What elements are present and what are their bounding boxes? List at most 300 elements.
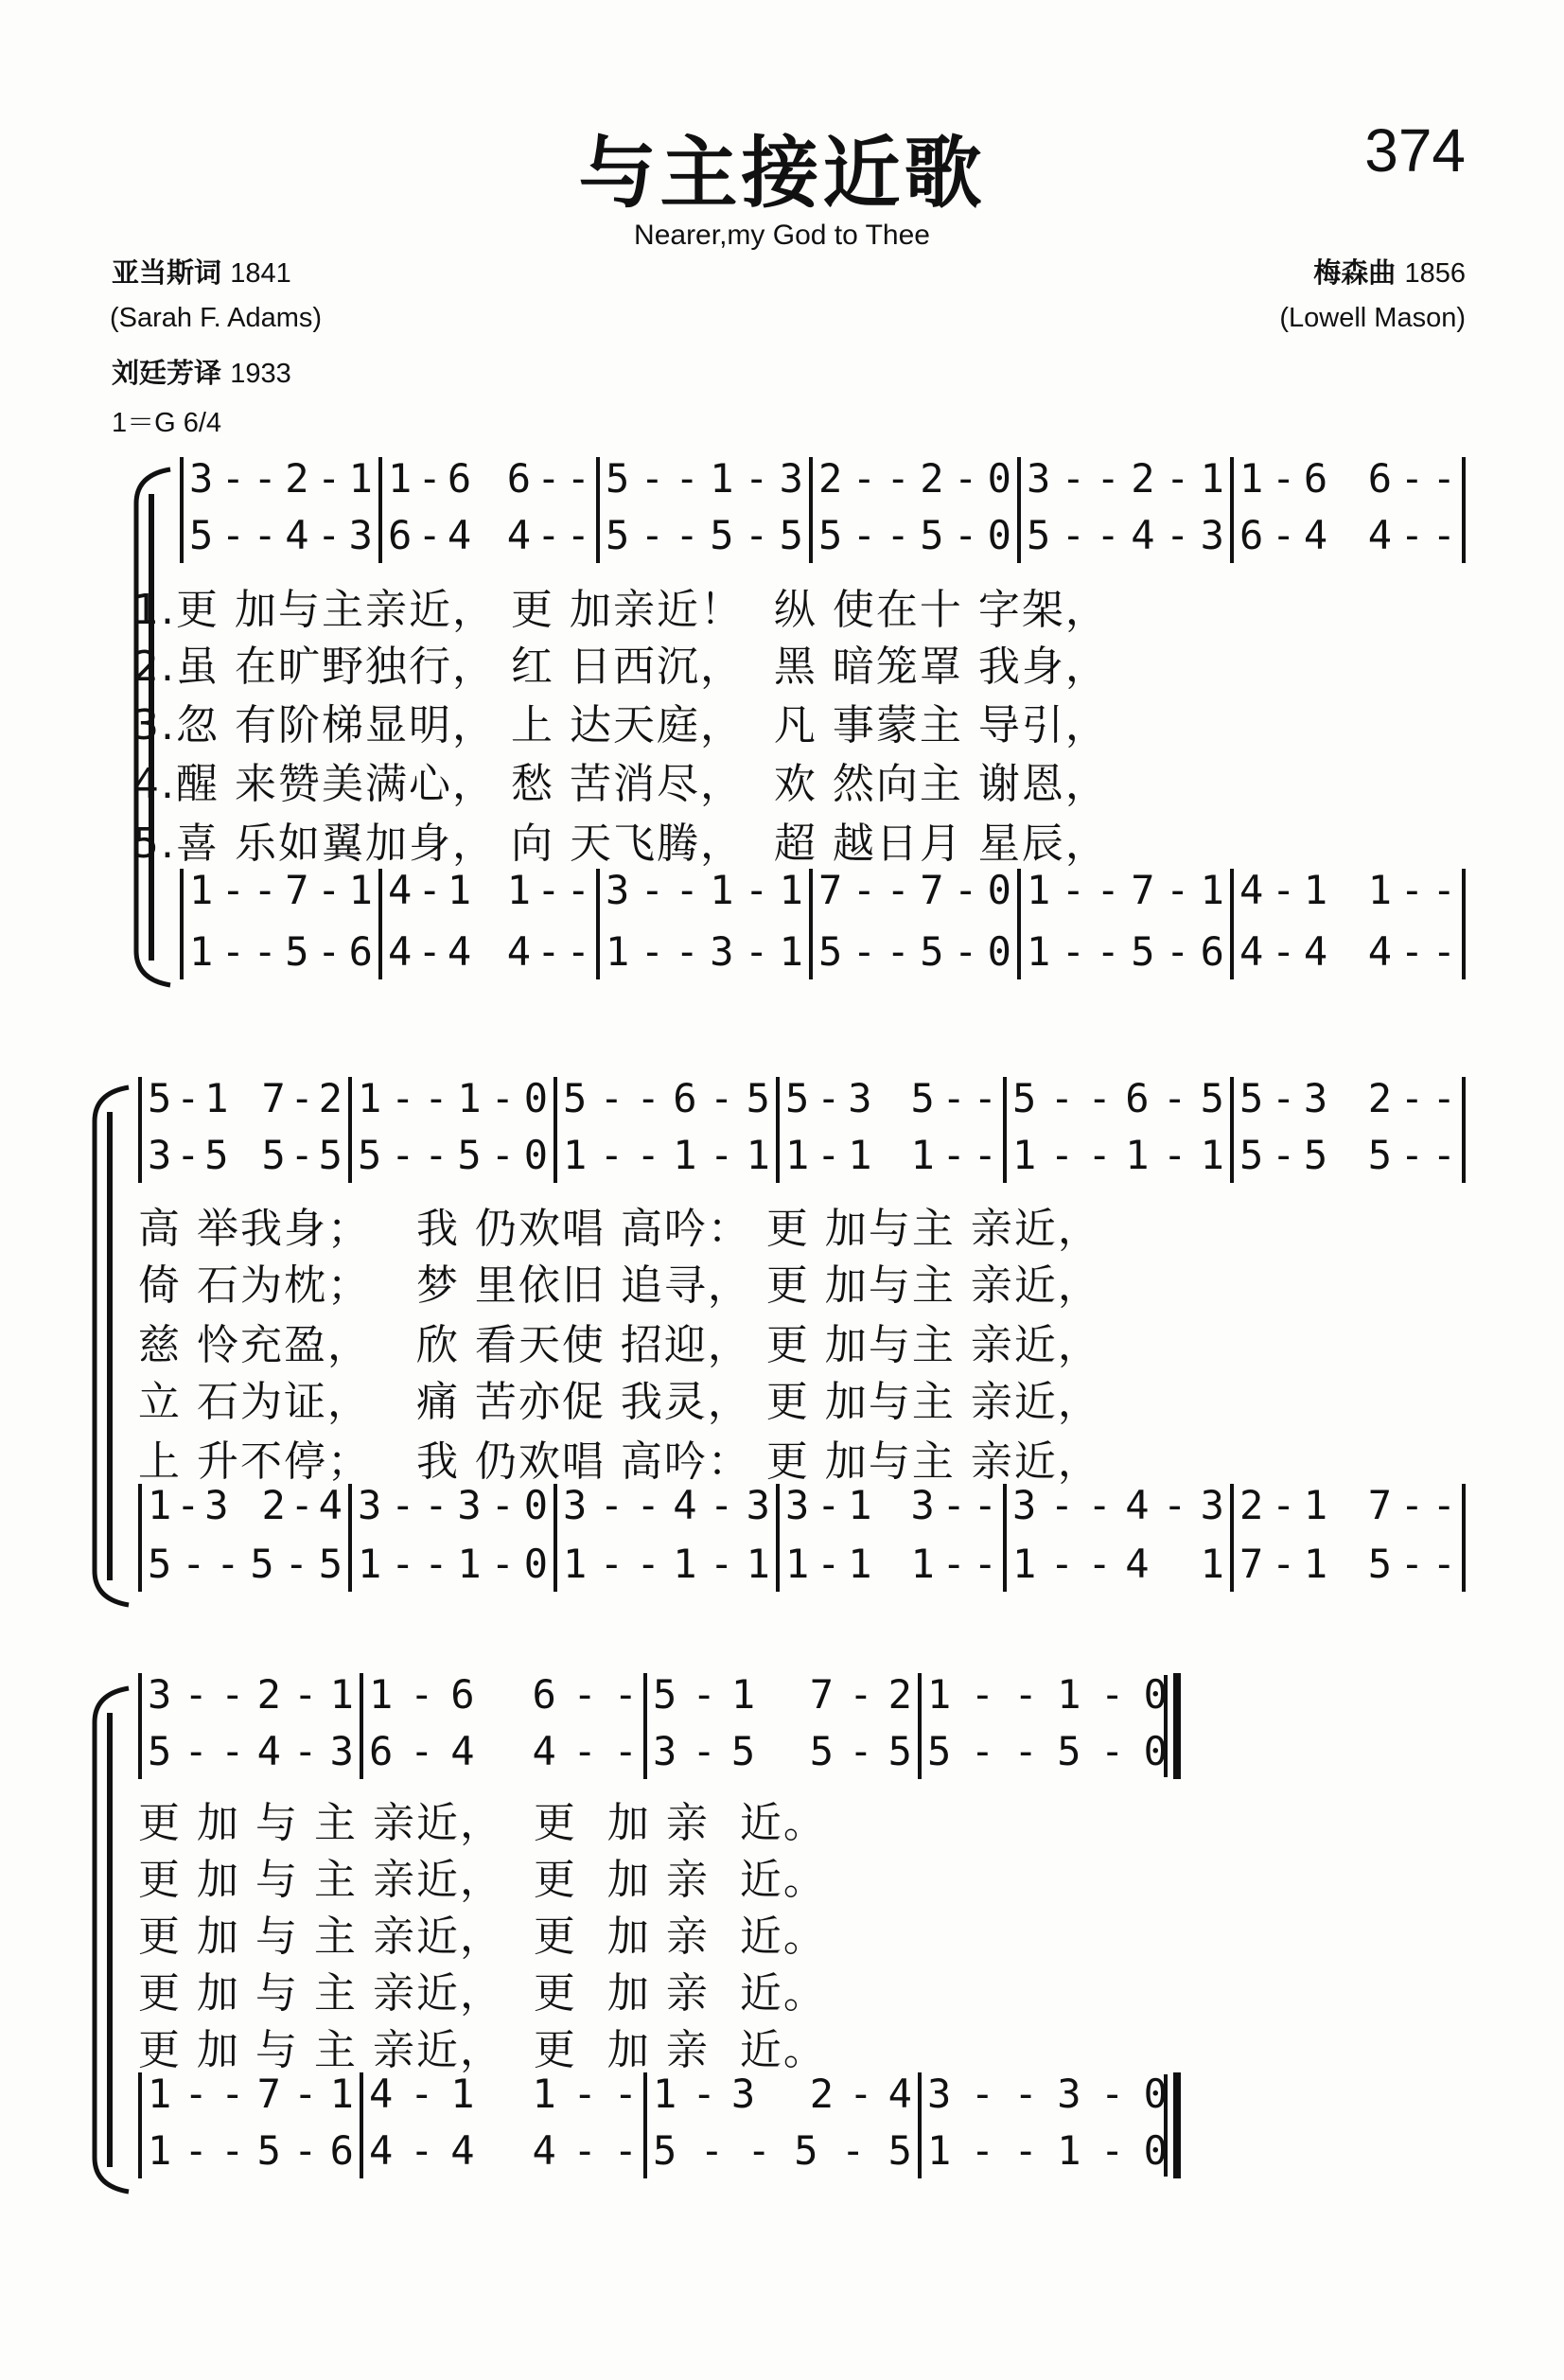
bar-line <box>1230 1484 1234 1592</box>
note-glyph: 3 <box>204 1482 229 1528</box>
note-glyph: 1 <box>563 1541 588 1587</box>
measure-alto <box>369 1728 638 1774</box>
note-glyph: 1 <box>450 2071 475 2117</box>
note-glyph: 1 <box>910 1132 935 1178</box>
note-glyph: 1 <box>848 1482 872 1528</box>
note-glyph: 3 <box>563 1482 588 1528</box>
note-glyph: - <box>640 455 665 502</box>
note-glyph: 5 <box>606 512 630 558</box>
note-glyph: - <box>293 1728 318 1774</box>
note-glyph: 5 <box>148 1541 172 1587</box>
note-glyph: - <box>1013 1671 1038 1718</box>
lyric-line: 更 加 与 主 亲近， 更 加 亲 近。 <box>138 1856 827 1904</box>
hymn-subtitle: Nearer,my God to Thee <box>634 220 930 251</box>
note-glyph: - <box>566 455 590 502</box>
note-glyph: 1 <box>329 1671 354 1718</box>
measure-alto <box>148 1728 354 1774</box>
note-glyph: 7 <box>285 867 309 913</box>
note-glyph: 1 <box>927 1671 952 1718</box>
note-glyph: - <box>572 1728 597 1774</box>
note-glyph: - <box>941 1132 966 1178</box>
note-glyph: 1 <box>1057 2127 1081 2174</box>
note-glyph: - <box>1099 2127 1125 2174</box>
note-glyph: 1 <box>1303 1482 1328 1528</box>
note-glyph: 5 <box>887 2127 912 2174</box>
note-glyph: 1 <box>1239 455 1264 502</box>
note-glyph: - <box>417 512 442 558</box>
note-glyph: - <box>316 867 342 913</box>
note-glyph: - <box>675 512 699 558</box>
note-glyph: - <box>176 1075 201 1121</box>
note-glyph: 1 <box>606 928 630 975</box>
note-glyph: - <box>973 1482 997 1528</box>
note-glyph: - <box>293 2127 318 2174</box>
note-glyph: 3 <box>1200 1482 1224 1528</box>
note-glyph: 6 <box>673 1075 697 1121</box>
note-glyph: 1 <box>730 1671 756 1718</box>
note-glyph: 1 <box>746 1132 770 1178</box>
note-glyph: - <box>1271 1075 1296 1121</box>
lyric-line: 4.醒 来赞美满心， 愁 苦消尽， 欢 然向主 谢恩， <box>132 760 1109 808</box>
note-glyph: 2 <box>261 1482 286 1528</box>
note-glyph: - <box>1165 512 1190 558</box>
measure-soprano <box>927 1671 1168 1718</box>
measure-soprano <box>369 1671 638 1718</box>
note-glyph <box>477 867 501 913</box>
measure-tenor <box>563 1482 770 1528</box>
measure-alto <box>818 512 1011 558</box>
note-glyph <box>491 1671 515 1718</box>
note-glyph: - <box>1399 1482 1424 1528</box>
note-glyph <box>491 2071 515 2117</box>
note-glyph: 2 <box>818 455 843 502</box>
note-glyph: 6 <box>447 455 472 502</box>
note-glyph: - <box>1271 867 1296 913</box>
note-glyph: 1 <box>785 1541 810 1587</box>
note-glyph: - <box>692 1671 716 1718</box>
note-glyph: 1 <box>1200 1541 1224 1587</box>
note-glyph: 4 <box>1239 928 1264 975</box>
note-glyph: - <box>886 512 910 558</box>
lyric-line: 更 加 与 主 亲近， 更 加 亲 近。 <box>138 2026 827 2074</box>
measure-soprano <box>388 455 590 502</box>
note-glyph: - <box>290 1482 314 1528</box>
system-brace <box>81 1684 138 2195</box>
note-glyph: - <box>284 1541 308 1587</box>
bar-line <box>643 2072 647 2178</box>
measure-soprano <box>606 455 803 502</box>
note-glyph: - <box>1096 512 1120 558</box>
bar-line <box>1462 457 1466 563</box>
note-glyph: 0 <box>1143 2127 1168 2174</box>
note-glyph: - <box>1399 1541 1424 1587</box>
note-glyph: - <box>316 455 342 502</box>
measure-soprano <box>189 455 373 502</box>
note-glyph: - <box>970 1671 995 1718</box>
note-glyph: - <box>417 928 442 975</box>
note-glyph: 1 <box>673 1541 697 1587</box>
note-glyph: - <box>220 2071 245 2117</box>
bar-line <box>180 869 184 979</box>
note-glyph: 3 <box>189 455 214 502</box>
note-glyph: 1 <box>653 2071 677 2117</box>
bar-line <box>918 1673 922 1779</box>
note-glyph: - <box>973 1075 997 1121</box>
bar-line <box>809 457 813 563</box>
lyric-line: 倚 石为枕； 梦 里依旧 追寻， 更 加与主 亲近， <box>138 1261 1101 1310</box>
note-glyph: - <box>675 455 699 502</box>
bar-line <box>776 1484 780 1592</box>
translator-year: 1933 <box>230 359 291 389</box>
note-glyph: - <box>536 512 561 558</box>
note-glyph: - <box>184 2071 208 2117</box>
measure-soprano <box>818 455 1011 502</box>
note-glyph: - <box>424 1541 448 1587</box>
note-glyph: - <box>613 1671 638 1718</box>
note-glyph: 4 <box>447 512 472 558</box>
note-glyph: - <box>1162 1132 1187 1178</box>
note-glyph: 5 <box>1131 928 1155 975</box>
note-glyph: 5 <box>1367 1132 1393 1178</box>
note-glyph: 3 <box>785 1482 810 1528</box>
note-glyph <box>233 1075 256 1121</box>
note-glyph: - <box>744 867 769 913</box>
note-glyph: 1 <box>447 867 472 913</box>
note-glyph: 4 <box>673 1482 697 1528</box>
key-signature: 1＝G 6/4 <box>112 408 222 438</box>
measure-soprano <box>148 1671 354 1718</box>
note-glyph <box>233 1132 256 1178</box>
note-glyph: - <box>744 455 769 502</box>
lyricist-year: 1841 <box>230 258 291 289</box>
note-glyph: - <box>220 867 246 913</box>
system-brace <box>81 1084 138 1609</box>
note-glyph: 3 <box>457 1482 482 1528</box>
note-glyph: - <box>1013 2071 1038 2117</box>
lyric-line: 慈 怜充盈， 欣 看天使 招迎， 更 加与主 亲近， <box>138 1321 1101 1369</box>
note-glyph: 5 <box>1027 512 1051 558</box>
note-glyph: - <box>613 1728 638 1774</box>
note-glyph: 1 <box>927 2127 952 2174</box>
measure-alto <box>785 1132 997 1178</box>
measure-tenor <box>1012 1482 1224 1528</box>
note-glyph: 3 <box>329 1728 354 1774</box>
lyricist-credit <box>112 252 291 291</box>
note-glyph: 0 <box>1143 1728 1168 1774</box>
measure-bass <box>785 1541 997 1587</box>
measure-soprano <box>785 1075 997 1121</box>
note-glyph: 2 <box>1239 1482 1264 1528</box>
note-glyph: - <box>692 2071 716 2117</box>
note-glyph: 6 <box>450 1671 475 1718</box>
note-glyph: 5 <box>818 512 843 558</box>
note-glyph: - <box>1096 455 1120 502</box>
measure-bass <box>1012 1541 1224 1587</box>
note-glyph: 5 <box>318 1132 343 1178</box>
note-glyph: 6 <box>348 928 373 975</box>
note-glyph: 7 <box>261 1075 286 1121</box>
note-glyph: - <box>941 1541 966 1587</box>
note-glyph <box>491 2127 515 2174</box>
measure-alto <box>148 1132 343 1178</box>
bar-line <box>1003 1077 1007 1183</box>
note-glyph: - <box>747 2127 771 2174</box>
note-glyph: 0 <box>1143 1671 1168 1718</box>
bar-line <box>1462 1077 1466 1183</box>
bar-line <box>378 869 382 979</box>
note-glyph: - <box>817 1132 841 1178</box>
measure-tenor <box>785 1482 997 1528</box>
note-glyph: - <box>840 2127 866 2174</box>
note-glyph: - <box>709 1482 734 1528</box>
note-glyph: 1 <box>388 455 413 502</box>
note-glyph <box>770 2071 794 2117</box>
note-glyph: - <box>184 2127 208 2174</box>
note-glyph: - <box>1432 1541 1456 1587</box>
note-glyph: - <box>417 867 442 913</box>
note-glyph: 2 <box>256 1671 281 1718</box>
measure-tenor <box>818 867 1011 913</box>
lyric-line: 更 加 与 主 亲近， 更 加 亲 近。 <box>138 1799 827 1847</box>
note-glyph <box>233 1482 256 1528</box>
note-glyph: - <box>417 455 442 502</box>
note-glyph: 1 <box>457 1541 482 1587</box>
measure-soprano <box>1239 1075 1456 1121</box>
note-glyph: 1 <box>1012 1132 1037 1178</box>
note-glyph: 3 <box>779 455 803 502</box>
note-glyph: 1 <box>1027 867 1051 913</box>
note-glyph: - <box>1165 867 1190 913</box>
note-glyph: 5 <box>204 1132 229 1178</box>
note-glyph: 5 <box>1239 1132 1264 1178</box>
note-glyph: 6 <box>1367 455 1393 502</box>
measure-alto <box>1239 512 1456 558</box>
note-glyph: 5 <box>261 1132 286 1178</box>
note-glyph: - <box>424 1132 448 1178</box>
note-glyph: 1 <box>673 1132 697 1178</box>
note-glyph: 5 <box>920 928 944 975</box>
note-glyph: - <box>613 2071 638 2117</box>
measure-soprano <box>563 1075 770 1121</box>
composer-credit <box>1313 252 1466 291</box>
note-glyph: - <box>1099 2071 1125 2117</box>
note-glyph: - <box>636 1541 660 1587</box>
note-glyph: - <box>253 455 277 502</box>
note-glyph: - <box>953 928 978 975</box>
note-glyph: 7 <box>256 2071 281 2117</box>
note-glyph: 1 <box>532 2071 556 2117</box>
note-glyph: 3 <box>848 1075 872 1121</box>
note-glyph <box>770 1728 794 1774</box>
bar-line <box>776 1077 780 1183</box>
note-glyph: 5 <box>189 512 214 558</box>
note-glyph: 1 <box>189 928 214 975</box>
note-glyph: 2 <box>1131 455 1155 502</box>
note-glyph: 6 <box>1125 1075 1150 1121</box>
note-glyph: - <box>613 2127 638 2174</box>
measure-soprano <box>358 1075 548 1121</box>
note-glyph: - <box>1061 928 1086 975</box>
note-glyph: - <box>220 512 246 558</box>
note-glyph: - <box>970 2071 995 2117</box>
note-glyph: 5 <box>809 1728 835 1774</box>
note-glyph: 5 <box>887 1728 912 1774</box>
measure-tenor <box>148 1482 343 1528</box>
note-glyph: 0 <box>523 1541 548 1587</box>
note-glyph: - <box>744 928 769 975</box>
note-glyph: - <box>1165 455 1190 502</box>
measure-alto <box>927 1728 1168 1774</box>
note-glyph <box>477 928 501 975</box>
note-glyph: - <box>886 455 910 502</box>
note-glyph: - <box>699 2127 725 2174</box>
note-glyph: 4 <box>1131 512 1155 558</box>
note-glyph: 4 <box>532 1728 556 1774</box>
note-glyph: 1 <box>710 455 734 502</box>
note-glyph: 1 <box>1027 928 1051 975</box>
note-glyph: - <box>490 1541 515 1587</box>
note-glyph: - <box>709 1075 734 1121</box>
note-glyph: - <box>536 928 561 975</box>
note-glyph: - <box>1162 1482 1187 1528</box>
note-glyph: 1 <box>1057 1671 1081 1718</box>
note-glyph: 3 <box>358 1482 382 1528</box>
bar-line <box>1017 869 1021 979</box>
note-glyph: 1 <box>348 455 373 502</box>
measure-tenor <box>606 867 803 913</box>
composer-year: 1856 <box>1404 258 1466 289</box>
measure-bass <box>1027 928 1224 975</box>
note-glyph: - <box>572 2071 597 2117</box>
note-glyph: - <box>1061 512 1086 558</box>
measure-bass <box>818 928 1011 975</box>
note-glyph: - <box>1099 1671 1125 1718</box>
note-glyph <box>477 512 501 558</box>
note-glyph: - <box>640 867 665 913</box>
bar-line <box>1230 1077 1234 1183</box>
note-glyph: 1 <box>910 1541 935 1587</box>
note-glyph: - <box>852 512 877 558</box>
note-glyph: - <box>973 1132 997 1178</box>
note-glyph: - <box>886 867 910 913</box>
note-glyph: 5 <box>1303 1132 1328 1178</box>
bar-line <box>1017 457 1021 563</box>
bar-line <box>809 869 813 979</box>
measure-alto <box>563 1132 770 1178</box>
note-glyph: 4 <box>1303 512 1328 558</box>
note-glyph <box>1336 1132 1360 1178</box>
bar-line <box>180 457 184 563</box>
measure-soprano <box>148 1075 343 1121</box>
measure-soprano <box>1027 455 1224 502</box>
measure-tenor <box>927 2071 1168 2117</box>
note-glyph: - <box>316 928 342 975</box>
bar-line <box>918 2072 922 2178</box>
bar-line <box>1462 869 1466 979</box>
note-glyph: - <box>572 2127 597 2174</box>
note-glyph: 5 <box>927 1728 952 1774</box>
measure-bass <box>148 1541 343 1587</box>
note-glyph: 1 <box>1012 1541 1037 1587</box>
note-glyph: - <box>391 1075 415 1121</box>
note-glyph: 5 <box>358 1132 382 1178</box>
note-glyph: 3 <box>348 512 373 558</box>
note-glyph: 2 <box>318 1075 343 1121</box>
note-glyph: - <box>1087 1132 1112 1178</box>
note-glyph: - <box>220 1671 245 1718</box>
note-glyph: 3 <box>606 867 630 913</box>
note-glyph: 4 <box>369 2071 394 2117</box>
note-glyph: 3 <box>710 928 734 975</box>
note-glyph: 1 <box>358 1075 382 1121</box>
note-glyph: - <box>391 1482 415 1528</box>
note-glyph: 1 <box>204 1075 229 1121</box>
note-glyph: 5 <box>1200 1075 1224 1121</box>
measure-alto <box>606 512 803 558</box>
note-glyph: - <box>290 1132 314 1178</box>
note-glyph: 5 <box>746 1075 770 1121</box>
bar-line <box>643 1673 647 1779</box>
bar-line <box>378 457 382 563</box>
note-glyph: - <box>849 2071 873 2117</box>
note-glyph: - <box>184 1671 208 1718</box>
measure-alto <box>1239 1132 1456 1178</box>
note-glyph <box>879 1482 903 1528</box>
note-glyph: - <box>1165 928 1190 975</box>
lyric-line: 5.喜 乐如翼加身， 向 天飞腾， 超 越日月 星辰， <box>132 820 1109 868</box>
measure-tenor <box>653 2071 912 2117</box>
note-glyph: 1 <box>148 2127 172 2174</box>
note-glyph: - <box>424 1482 448 1528</box>
note-glyph: - <box>184 1728 208 1774</box>
note-glyph: - <box>490 1482 515 1528</box>
note-glyph: 4 <box>506 928 532 975</box>
note-glyph: - <box>849 1728 873 1774</box>
bar-line <box>1003 1484 1007 1592</box>
bar-line <box>1230 457 1234 563</box>
lyric-line: 更 加 与 主 亲近， 更 加 亲 近。 <box>138 1913 827 1961</box>
note-glyph: 4 <box>1125 1482 1150 1528</box>
note-glyph: 1 <box>148 2071 172 2117</box>
note-glyph: - <box>220 928 246 975</box>
note-glyph: 6 <box>1239 512 1264 558</box>
note-glyph: 5 <box>148 1075 172 1121</box>
note-glyph: 1 <box>348 867 373 913</box>
note-glyph <box>879 1132 903 1178</box>
lyric-line: 上 升不停； 我 仍欢唱 高吟： 更 加与主 亲近， <box>138 1437 1101 1486</box>
note-glyph: 2 <box>809 2071 835 2117</box>
note-glyph: - <box>176 1482 201 1528</box>
note-glyph: 4 <box>285 512 309 558</box>
bar-line <box>1462 1484 1466 1592</box>
note-glyph: - <box>1271 455 1296 502</box>
note-glyph <box>1336 867 1360 913</box>
note-glyph: 7 <box>920 867 944 913</box>
note-glyph: - <box>599 1482 624 1528</box>
note-glyph: 6 <box>1303 455 1328 502</box>
note-glyph: 6 <box>369 1728 394 1774</box>
note-glyph: - <box>970 2127 995 2174</box>
composer-english: (Lowell Mason) <box>1279 303 1466 333</box>
bar-line <box>138 1673 142 1779</box>
note-glyph: 5 <box>285 928 309 975</box>
note-glyph: - <box>220 2127 245 2174</box>
note-glyph <box>1336 1482 1360 1528</box>
note-glyph: - <box>536 455 561 502</box>
note-glyph: 1 <box>457 1075 482 1121</box>
note-glyph <box>879 1075 903 1121</box>
note-glyph: 3 <box>148 1671 172 1718</box>
